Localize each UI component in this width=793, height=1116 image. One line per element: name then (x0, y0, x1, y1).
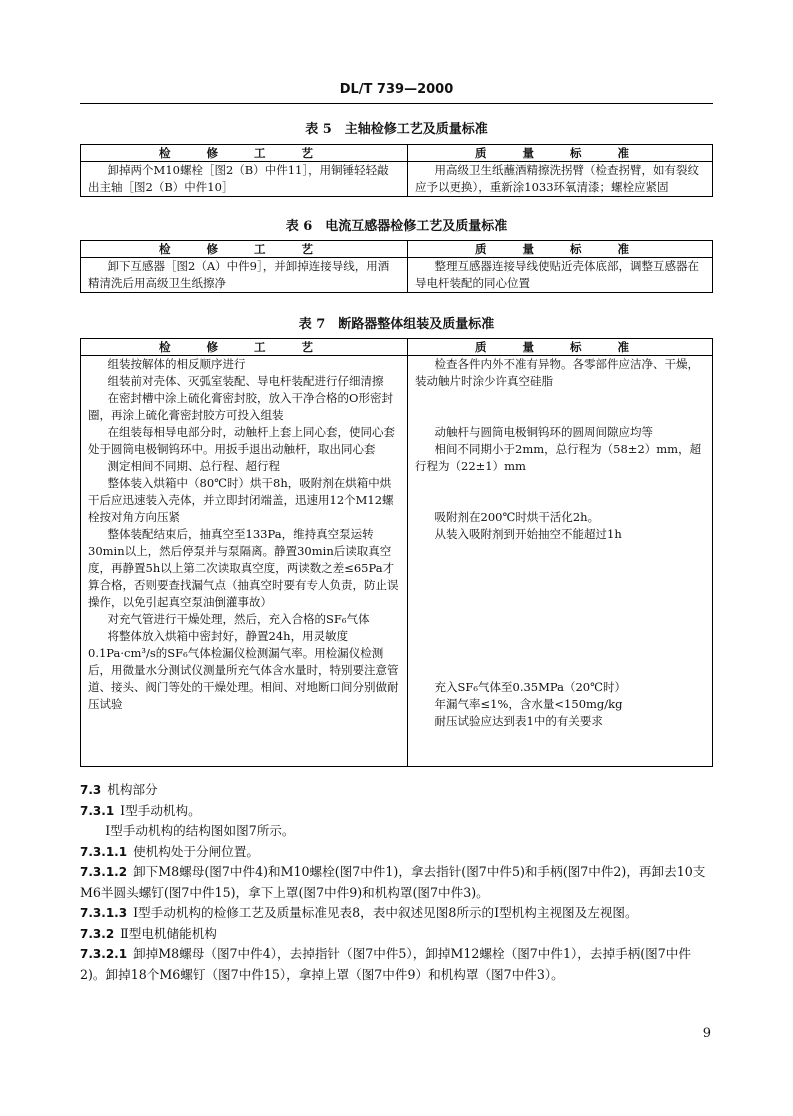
quality-item: 相间不同期小于2mm，总行程为（58±2）mm，超行程为（22±1）mm (415, 442, 702, 473)
paragraph: 7.3.1.2 卸下M8螺母(图7中件4)和M10螺栓(图7中件1)，拿去指针(图7中件5)和手柄(图7中件2)，再卸去10支M6半圆头螺钉(图7中件15)，拿下上罩(图7中件9)和机构罩(图7中件3)。 (80, 864, 706, 900)
col-header-quality: 质 量 标 准 (408, 339, 713, 356)
process-step: 测定相间不同期、总行程、超行程 (107, 459, 281, 473)
process-step: 组装按解体的相反顺序进行 (107, 357, 246, 371)
table7-quality-cell (408, 356, 713, 767)
col-header-quality: 质 量 标 准 (408, 241, 713, 258)
table7-process-cell (81, 356, 408, 767)
table5-process-cell: 卸掉两个M10螺栓［图2（B）中件11］，用铜锤轻轻敲出主轴［图2（B）中件10］ (81, 162, 408, 197)
table5-caption: 表 5 主轴检修工艺及质量标准 (305, 122, 488, 137)
table5 (80, 144, 713, 197)
paragraph: 7.3.1.3 Ⅰ型手动机构的检修工艺及质量标准见表8，表中叙述见图8所示的Ⅰ型机构主视图及左视图。 (80, 905, 638, 920)
body-text (80, 780, 713, 985)
col-header-process: 检 修 工 艺 (81, 145, 408, 162)
table7-caption: 表 7 断路器整体组装及质量标准 (298, 317, 495, 332)
paragraph: Ⅰ型手动机构的结构图如图7所示。 (105, 823, 295, 838)
process-step: 将整体放入烘箱中密封好，静置24h，用灵敏度0.1Pa·cm³/s的SF₆气体检漏仪检测漏气率。用检漏仪检测后，用微量水分测试仪测量所充气体含水量时，特别要注意管道、接头、阀门等处的干燥处理。相间、对地断口间分别做耐压试验 (88, 629, 399, 711)
quality-item: 耐压试验应达到表1中的有关要求 (434, 714, 603, 728)
paragraph: 7.3.2.1 卸掉M8螺母（图7中件4），去掉指针（图7中件5），卸掉M12螺栓（图7中件1），去掉手柄(图7中件2)。卸掉18个M6螺钉（图7中件15），拿掉上罩（图7中件9）和机构罩（图7中件3）。 (80, 946, 691, 982)
process-step: 组装前对壳体、灭弧室装配、导电杆装配进行仔细清擦 (107, 374, 384, 388)
process-step: 整体装配结束后，抽真空至133Pa，维持真空泵运转30min以上，然后停泵并与泵隔离。静置30min后读取真空度，再静置5h以上第二次读取真空度，两读数之差≤65Pa才算合格，否则要查找漏气点（抽真空时要有专人负责，防止误操作，以免引起真空泵油倒灌事故） (88, 527, 399, 609)
quality-item: 动触杆与圆筒电极铜钨环的圆周间隙应均等 (434, 425, 654, 439)
process-step: 整体装入烘箱中（80℃时）烘干8h，吸附剂在烘箱中烘干后应迅速装入壳体，并立即封闭端盖，迅速用12个M12螺栓按对角方向压紧 (88, 476, 394, 524)
paragraph: 7.3.1.1 使机构处于分闸位置。 (80, 843, 260, 859)
table6-quality-cell: 整理互感器连接导线使贴近壳体底部，调整互感器在导电杆装配的同心位置 (408, 258, 713, 293)
quality-item: 检查各件内外不准有异物。各零部件应洁净、干燥，装动触片时涂少许真空硅脂 (415, 357, 700, 388)
process-step: 在密封槽中涂上硫化膏密封胶，放入干净合格的O形密封圈，再涂上硫化膏密封胶方可投入组装 (88, 391, 393, 422)
table7 (80, 338, 713, 767)
document-code: DL/T 739—2000 (339, 82, 454, 97)
table6-process-cell: 卸下互感器［图2（A）中件9］，并卸掉连接导线，用酒精清洗后用高级卫生纸擦净 (81, 258, 408, 293)
section-heading: 7.3 机构部分 (80, 782, 158, 797)
quality-item: 吸附剂在200℃时烘干活化2h。 (434, 510, 600, 524)
quality-item: 充入SF₆气体至0.35MPa（20℃时） (434, 680, 626, 694)
process-step: 在组装每相导电部分时，动触杆上套上同心套，使同心套处于圆筒电极铜钨环中。用扳手退出动触杆，取出同心套 (88, 425, 396, 456)
section-heading: 7.3.1 Ⅰ型手动机构。 (80, 802, 201, 818)
table6 (80, 240, 713, 293)
quality-item: 从装入吸附剂到开始抽空不能超过1h (434, 527, 622, 541)
col-header-process: 检 修 工 艺 (81, 241, 408, 258)
table6-caption: 表 6 电流互感器检修工艺及质量标准 (285, 219, 508, 234)
page-number: 9 (702, 1026, 711, 1041)
table5-quality-cell: 用高级卫生纸蘸酒精擦洗拐臂（检查拐臂，如有裂纹应予以更换），重新涂1033环氧清漆；螺栓应紧固 (408, 162, 713, 197)
section-heading: 7.3.2 Ⅱ型电机储能机构 (80, 925, 217, 941)
header-rule (80, 103, 713, 104)
col-header-process: 检 修 工 艺 (81, 339, 408, 356)
quality-item: 年漏气率≤1%，含水量<150mg/kg (434, 697, 623, 711)
col-header-quality: 质 量 标 准 (408, 145, 713, 162)
process-step: 对充气管进行干燥处理，然后，充入合格的SF₆气体 (107, 612, 370, 626)
